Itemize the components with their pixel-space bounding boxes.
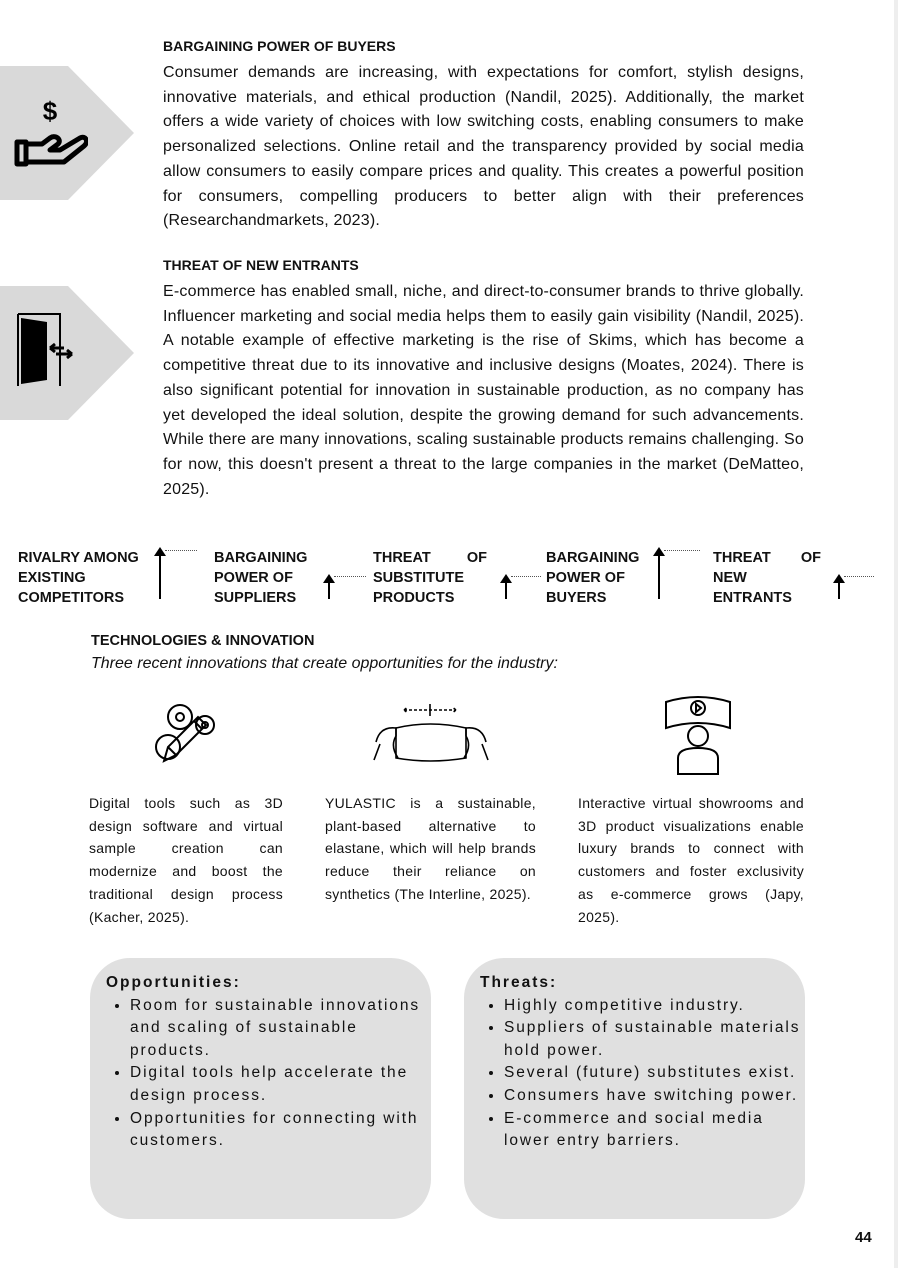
arrow-up-icon xyxy=(505,576,507,599)
list-item: • Opportunities for connecting with customers. xyxy=(130,1108,431,1153)
stretch-fabric-icon xyxy=(370,700,492,770)
design-gears-icon xyxy=(150,695,224,769)
hand-dollar-icon xyxy=(12,96,88,172)
arrow-up-icon xyxy=(328,576,330,599)
page-edge xyxy=(894,0,898,1268)
force-substitutes xyxy=(373,548,487,608)
innovation-text-1: Digital tools such as 3D design software and virtual sample creation can modernize and boost the traditional design process (Kacher, 2025). xyxy=(89,795,283,925)
dotted-line xyxy=(511,576,541,577)
list-item: • Room for sustainable innovations and scaling of sustainable products. xyxy=(130,995,431,1063)
opportunities-box xyxy=(90,958,431,1219)
list-item: • Digital tools help accelerate the design process. xyxy=(130,1062,431,1107)
force-rivalry: RIVALRY AMONG EXISTING COMPETITORS xyxy=(18,550,139,606)
svg-text:$: $ xyxy=(42,96,58,126)
arrow-up-icon xyxy=(159,549,161,599)
threats-title: Threats: xyxy=(480,974,558,991)
list-item: • Highly competitive industry. xyxy=(504,995,805,1018)
opportunities-title: Opportunities: xyxy=(106,974,241,991)
arrow-up-icon xyxy=(838,576,840,599)
buyers-text: Consumer demands are increasing, with expectations for comfort, stylish designs, innovative materials, and ethical production (Nandil, 2025). Additionally, the market offers a wide variety of choices with low switching costs, enabling consumers to make personalized selections. Online retail and the transparency provided by social media allow consumers to easily compare prices and quality. This creates a powerful position for consumers, compelling producers to better align with their preferences (Researchandmarkets, 2023). xyxy=(163,64,804,230)
buyers-heading: BARGAINING POWER OF BUYERS xyxy=(163,38,396,54)
force-substitutes-label: THREAT OF SUBSTITUTE PRODUCTS xyxy=(373,550,487,606)
page-number: 44 xyxy=(855,1229,872,1246)
dotted-line xyxy=(664,550,700,551)
virtual-showroom-icon xyxy=(662,694,734,776)
list-item: • E-commerce and social media lower entry barriers. xyxy=(504,1108,805,1153)
arrow-up-icon xyxy=(658,549,660,599)
innovation-text-2: YULASTIC is a sustainable, plant-based alternative to elastane, which will help brands reduce their reliance on synthetics (The Interline, 2025). xyxy=(325,795,536,902)
tech-subtitle: Three recent innovations that create opportunities for the industry: xyxy=(91,655,558,672)
entrants-marker xyxy=(0,286,134,420)
entrants-text: E-commerce has enabled small, niche, and direct-to-consumer brands to thrive globally. Influencer marketing and social media helps them to easily gain visibility (Nandil, 2025). A notable example of effective marketing is the rise of Skims, which has become a competitive threat due to its innovative and inclusive designs (Moates, 2024). There is also significant potential for innovation in sustainable production, as no company has yet developed the ideal solution, despite the growing demand for such advancements. While there are many innovations, scaling sustainable products remains challenging. So for now, this doesn't present a threat to the large companies in the market (DeMatteo, 2025). xyxy=(163,283,804,498)
list-item: • Several (future) substitutes exist. xyxy=(504,1062,805,1085)
list-item: • Consumers have switching power. xyxy=(504,1085,805,1108)
dotted-line xyxy=(844,576,874,577)
innovation-text-3: Interactive virtual showrooms and 3D product visualizations enable luxury brands to connect with customers and foster exclusivity as e-commerce grows (Japy, 2025). xyxy=(578,795,804,925)
force-suppliers: BARGAINING POWER OF SUPPLIERS xyxy=(214,550,308,606)
threats-box xyxy=(464,958,805,1219)
force-buyers: BARGAINING POWER OF BUYERS xyxy=(546,550,640,606)
force-entrants-label: THREAT OF NEW ENTRANTS xyxy=(713,550,821,606)
door-exit-icon xyxy=(16,312,76,388)
force-entrants xyxy=(713,548,821,608)
dotted-line xyxy=(165,550,197,551)
list-item: • Suppliers of sustainable materials hold power. xyxy=(504,1017,805,1062)
buyers-marker xyxy=(0,66,134,200)
dotted-line xyxy=(334,576,366,577)
entrants-heading: THREAT OF NEW ENTRANTS xyxy=(163,257,359,273)
tech-heading: TECHNOLOGIES & INNOVATION xyxy=(91,633,315,649)
